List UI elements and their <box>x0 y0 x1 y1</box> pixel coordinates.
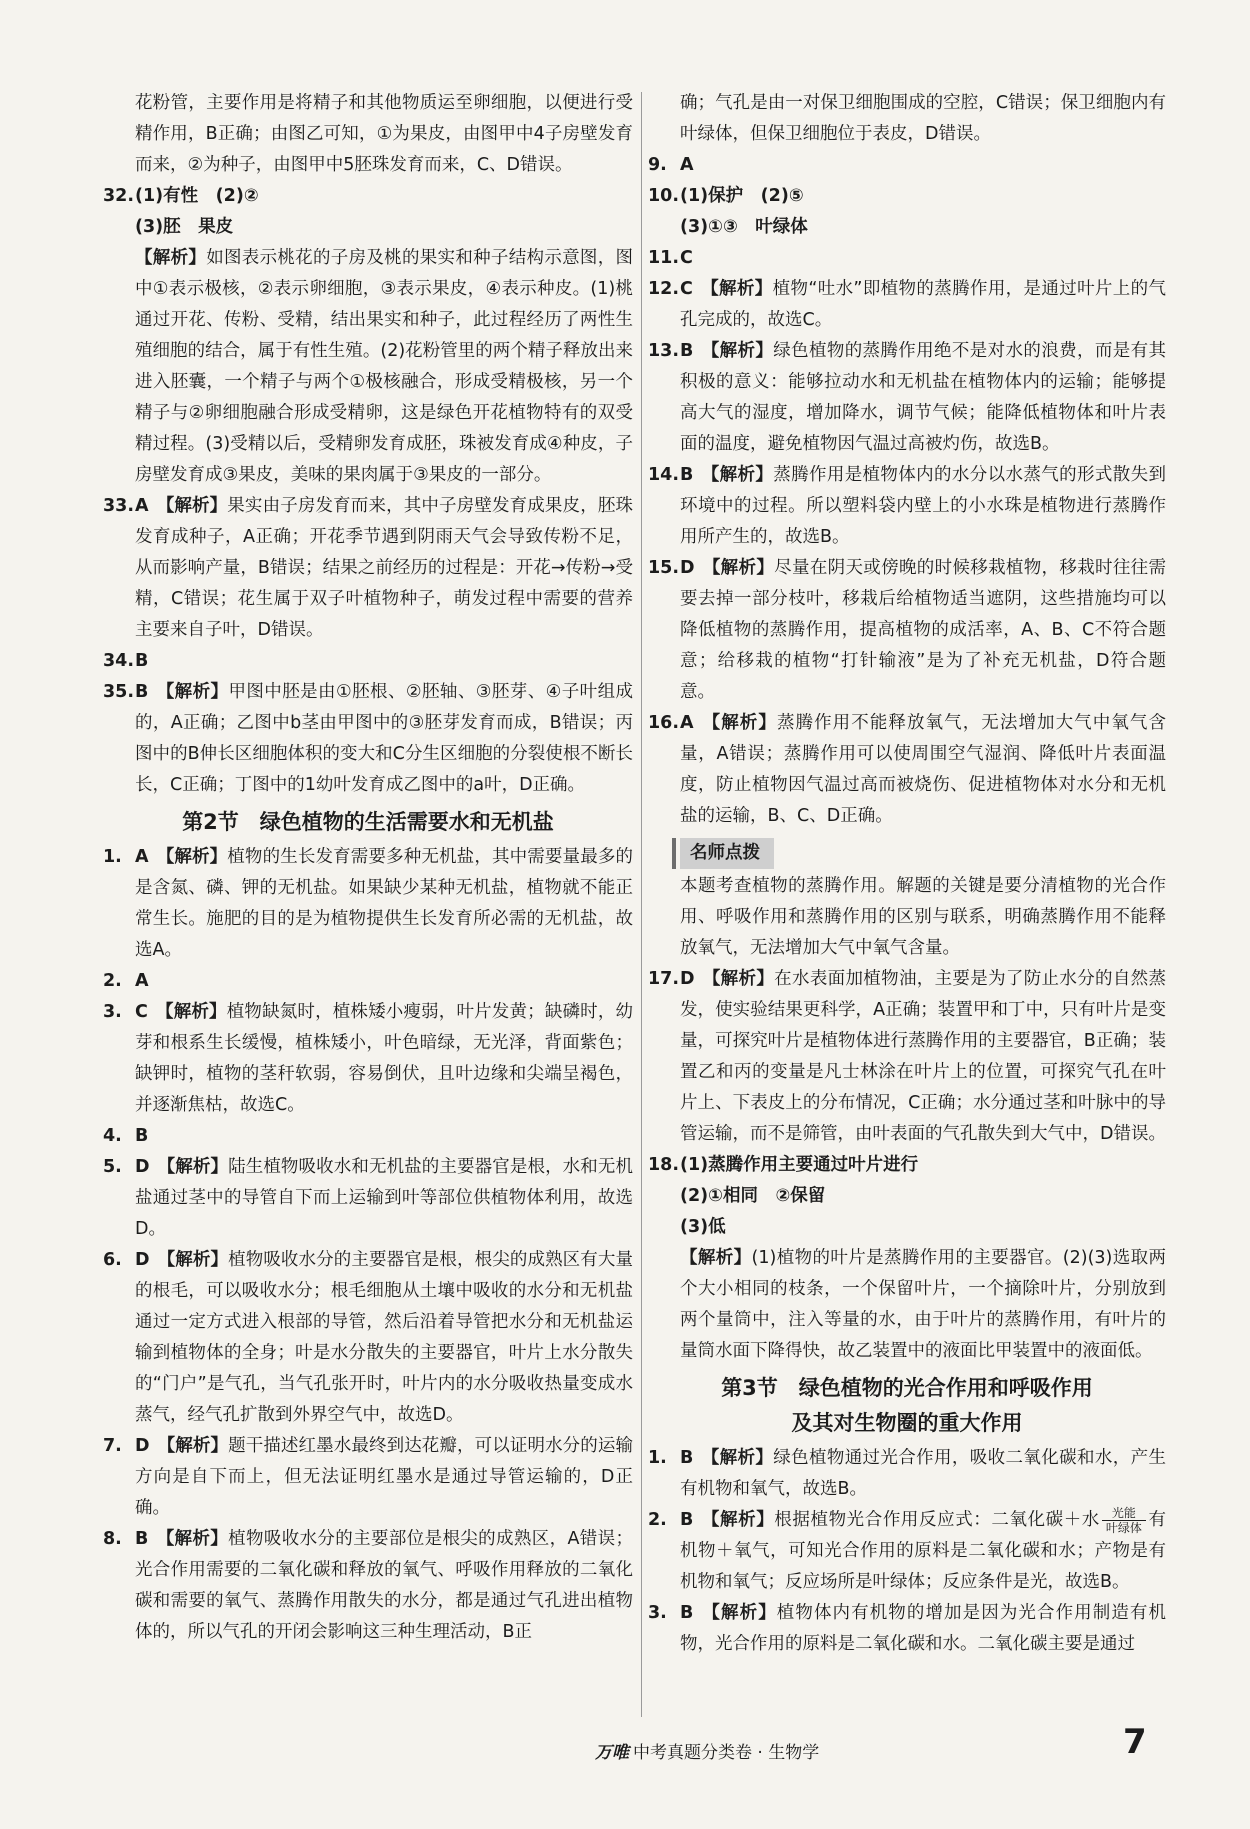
question-33: 33. A 【解析】果实由子房发育而来，其中子房壁发育成果皮，胚珠发育成种子，A正确；开花季节遇到阴雨天气会导致传粉不足，从而影响产量，B错误；结果之前经历的过程是：开花→传粉→受精，C错误；花生属于双子叶植物种子，萌发过程中需要的营养主要来自子叶，D错误。 <box>103 496 634 640</box>
continued-paragraph-right: 确；气孔是由一对保卫细胞围成的空腔，C错误；保卫细胞内有叶绿体，但保卫细胞位于表皮，D错误。 <box>680 93 1166 144</box>
section-3-title-line1: 第3节 绿色植物的光合作用和呼吸作用 <box>721 1376 1093 1400</box>
teacher-tip-text: 本题考查植物的蒸腾作用。解题的关键是要分清植物的光合作用、呼吸作用和蒸腾作用的区别与联系，明确蒸腾作用不能释放氧气，无法增加大气中氧气含量。 <box>680 876 1166 958</box>
right-column <box>648 88 1166 1660</box>
s2-question-16: 16. A 【解析】蒸腾作用不能释放氧气，无法增加大气中氧气含量，A错误；蒸腾作用可以使周围空气湿润、降低叶片表面温度，防止植物因气温过高而被烧伤、促进植物体对水分和无机盐的运输，B、C、D正确。 <box>648 713 1166 826</box>
question-35: 35. B 【解析】甲图中胚是由①胚根、②胚轴、③胚芽、④子叶组成的，A正确；乙图中b茎由甲图中的③胚芽发育而成，B错误；丙图中的B伸长区细胞体积的变大和C分生区细胞的分裂使根不断长长，C正确；丁图中的1幼叶发育成乙图中的a叶，D正确。 <box>103 682 633 795</box>
s2-question-6: 6. D 【解析】植物吸收水分的主要器官是根，根尖的成熟区有大量的根毛，可以吸收水分；根毛细胞从土壤中吸收的水分和无机盐通过一定方式进入根部的导管，然后沿着导管把水分和无机盐运输到植物体的全身；叶是水分散失的主要器官，叶片上水分散失的“门户”是气孔，当气孔张开时，叶片内的水分吸收热量变成水蒸气，经气孔扩散到外界空气中，故选D。 <box>103 1250 634 1425</box>
s2-question-4: 4. B <box>103 1126 149 1146</box>
brand-logo: 万唯 <box>595 1743 629 1763</box>
question-32: 32. (1)有性 (2)② (3)胚 果皮 【解析】如图表示桃花的子房及桃的果实和种子结构示意图，图中①表示极核，②表示卵细胞，③表示果皮，④表示种皮。(1)桃通过开花、传粉、受精，结出果实和种子，此过程经历了两性生殖细胞的结合，属于有性生殖。(2)花粉管里的两个精子释放出来进入胚囊，一个精子与两个①极核融合，形成受精极核，另一个精子与②卵细胞融合形成受精卵，这是绿色开花植物特有的双受精过程。(3)受精以后，受精卵发育成胚，珠被发育成④种皮，子房壁发育成③果皮，美味的果肉属于③果皮的一部分。 <box>103 181 633 491</box>
s2-question-7: 7. D 【解析】题干描述红墨水最终到达花瓣，可以证明水分的运输方向是自下而上，但无法证明红墨水是通过导管运输的，D正确。 <box>103 1436 634 1518</box>
question-34: 34. B <box>103 651 149 671</box>
page-number: 7 <box>1123 1722 1147 1762</box>
column-divider <box>641 92 642 1717</box>
s2-question-3: 3. C 【解析】植物缺氮时，植株矮小瘦弱，叶片发黄；缺磷时，幼芽和根系生长缓慢，植株矮小，叶色暗绿，无光泽，背面紫色；缺钾时，植物的茎秆软弱，容易倒伏，且叶边缘和尖端呈褐色，并逐渐焦枯，故选C。 <box>103 1002 634 1115</box>
s2-question-2: 2. A <box>103 971 149 991</box>
continued-paragraph: 花粉管，主要作用是将精子和其他物质运至卵细胞，以便进行受精作用，B正确；由图乙可知，①为果皮，由图甲中4子房壁发育而来，②为种子，由图甲中5胚珠发育而来，C、D错误。 <box>135 93 633 175</box>
q33-analysis: 果实由子房发育而来，其中子房壁发育成果皮，胚珠发育成种子，A正确；开花季节遇到阴雨天气会导致传粉不足，从而影响产量，B错误；结果之前经历的过程是：开花→传粉→受精，C错误；花生属于双子叶植物种子，萌发过程中需要的营养主要来自子叶，D错误。 <box>135 496 634 640</box>
reaction-arrow: $\frac{\text{光能}}{\text{叶绿体}}$ <box>1102 1506 1146 1535</box>
s2-question-12: 12. C 【解析】植物“吐水”即植物的蒸腾作用，是通过叶片上的气孔完成的，故选C。 <box>648 279 1166 330</box>
s2-question-13: 13. B 【解析】绿色植物的蒸腾作用绝不是对水的浪费，而是有其积极的意义：能够拉动水和无机盐在植物体内的运输；能够提高大气的湿度，增加降水，调节气候；能降低植物体和叶片表面的温度，避免植物因气温过高被灼伤，故选B。 <box>648 341 1167 454</box>
s2-question-15: 15. D 【解析】尽量在阴天或傍晚的时候移栽植物，移栽时往往需要去掉一部分枝叶，移栽后给植物适当遮阴，这些措施均可以降低植物的蒸腾作用，提高植物的成活率，A、B、C不符合题意；给移栽的植物“打针输液”是为了补充无机盐，D符合题意。 <box>648 558 1167 702</box>
left-column <box>103 88 633 1648</box>
page-footer <box>595 1738 1025 1763</box>
s2-question-1: 1. A 【解析】植物的生长发育需要多种无机盐，其中需要量最多的是含氮、磷、钾的无机盐。如果缺少某种无机盐，植物就不能正常生长。施肥的目的是为植物提供生长发育所必需的无机盐，故选A。 <box>103 847 634 960</box>
s2-question-8: 8. B 【解析】植物吸收水分的主要部位是根尖的成熟区，A错误；光合作用需要的二氧化碳和释放的氧气、呼吸作用释放的二氧化碳和需要的氧气、蒸腾作用散失的水分，都是通过气孔进出植物体的，所以气孔的开闭会影响这三种生理活动，B正 <box>103 1529 633 1642</box>
section-3-title-line2: 及其对生物圈的重大作用 <box>791 1411 1023 1435</box>
q32-answer-line1: (1)有性 (2)② <box>135 186 259 206</box>
q35-analysis: 甲图中胚是由①胚根、②胚轴、③胚芽、④子叶组成的，A正确；乙图中b茎由甲图中的③胚芽发育而成，B错误；丙图中的B伸长区细胞体积的变大和C分生区细胞的分裂使根不断长长，C正确；丁图中的1幼叶发育成乙图中的a叶，D正确。 <box>135 682 633 795</box>
book-title: 中考真题分类卷 · 生物学 <box>633 1743 820 1763</box>
teacher-tip-label: 名师点拨 <box>680 838 774 869</box>
s2-question-18: 18. (1)蒸腾作用主要通过叶片进行 (2)①相同 ②保留 (3)低 <box>648 1155 919 1237</box>
s2q18-analysis: 【解析】(1)植物的叶片是蒸腾作用的主要器官。(2)(3)选取两个大小相同的枝条，一个保留叶片，一个摘除叶片，分别放到两个量筒中，注入等量的水，由于叶片的蒸腾作用，有叶片的量筒水面下降得快，故乙装置中的液面比甲装置中的液面低。 <box>680 1248 1167 1361</box>
q32-answer-line2: (3)胚 果皮 <box>135 217 234 237</box>
s3-question-3: 3. B 【解析】植物体内有机物的增加是因为光合作用制造有机物，光合作用的原料是二氧化碳和水。二氧化碳主要是通过 <box>648 1603 1167 1654</box>
s2-question-5: 5. D 【解析】陆生植物吸收水和无机盐的主要器官是根，水和无机盐通过茎中的导管自下而上运输到叶等部位供植物体利用，故选D。 <box>103 1157 634 1239</box>
s2-question-14: 14. B 【解析】蒸腾作用是植物体内的水分以水蒸气的形式散失到环境中的过程。所以塑料袋内壁上的小水珠是植物进行蒸腾作用所产生的，故选B。 <box>648 465 1167 547</box>
s2-question-11: 11. C <box>648 248 693 268</box>
s3-question-2: 2. B 【解析】根据植物光合作用反应式：二氧化碳＋水 $\frac{\text{光能}}{\text{叶绿体}}$ 有机物＋氧气，可知光合作用的原料是二氧化碳和水；产物是有机物和氧气；反应场所是叶绿体；反应条件是光，故选B。 <box>648 1505 1167 1592</box>
s3-question-1: 1. B 【解析】绿色植物通过光合作用，吸收二氧化碳和水，产生有机物和氧气，故选B。 <box>648 1448 1167 1499</box>
s2-question-9: 9. A <box>648 155 694 175</box>
s2-question-17: 17. D 【解析】在水表面加植物油，主要是为了防止水分的自然蒸发，使实验结果更科学，A正确；装置甲和丁中，只有叶片是变量，可探究叶片是植物体进行蒸腾作用的主要器官，B正确；装置乙和丙的变量是凡士林涂在叶片上的位置，可探究气孔在叶片上、下表皮上的分布情况，C正确；水分通过茎和叶脉中的导管运输，而不是筛管，由叶表面的气孔散失到大气中，D错误。 <box>648 969 1167 1144</box>
s2-question-10: 10. (1)保护 (2)⑤ (3)①③ 叶绿体 <box>648 186 808 237</box>
q32-analysis: 如图表示桃花的子房及桃的果实和种子结构示意图，图中①表示极核，②表示卵细胞，③表示果皮，④表示种皮。(1)桃通过开花、传粉、受精，结出果实和种子，此过程经历了两性生殖细胞的结合，属于有性生殖。(2)花粉管里的两个精子释放出来进入胚囊，一个精子与两个①极核融合，形成受精极核，另一个精子与②卵细胞融合形成受精卵，这是绿色开花植物特有的双受精过程。(3)受精以后，受精卵发育成胚，珠被发育成④种皮，子房壁发育成③果皮，美味的果肉属于③果皮的一部分。 <box>135 248 634 485</box>
section-2-title: 第2节 绿色植物的生活需要水和无机盐 <box>182 810 554 834</box>
